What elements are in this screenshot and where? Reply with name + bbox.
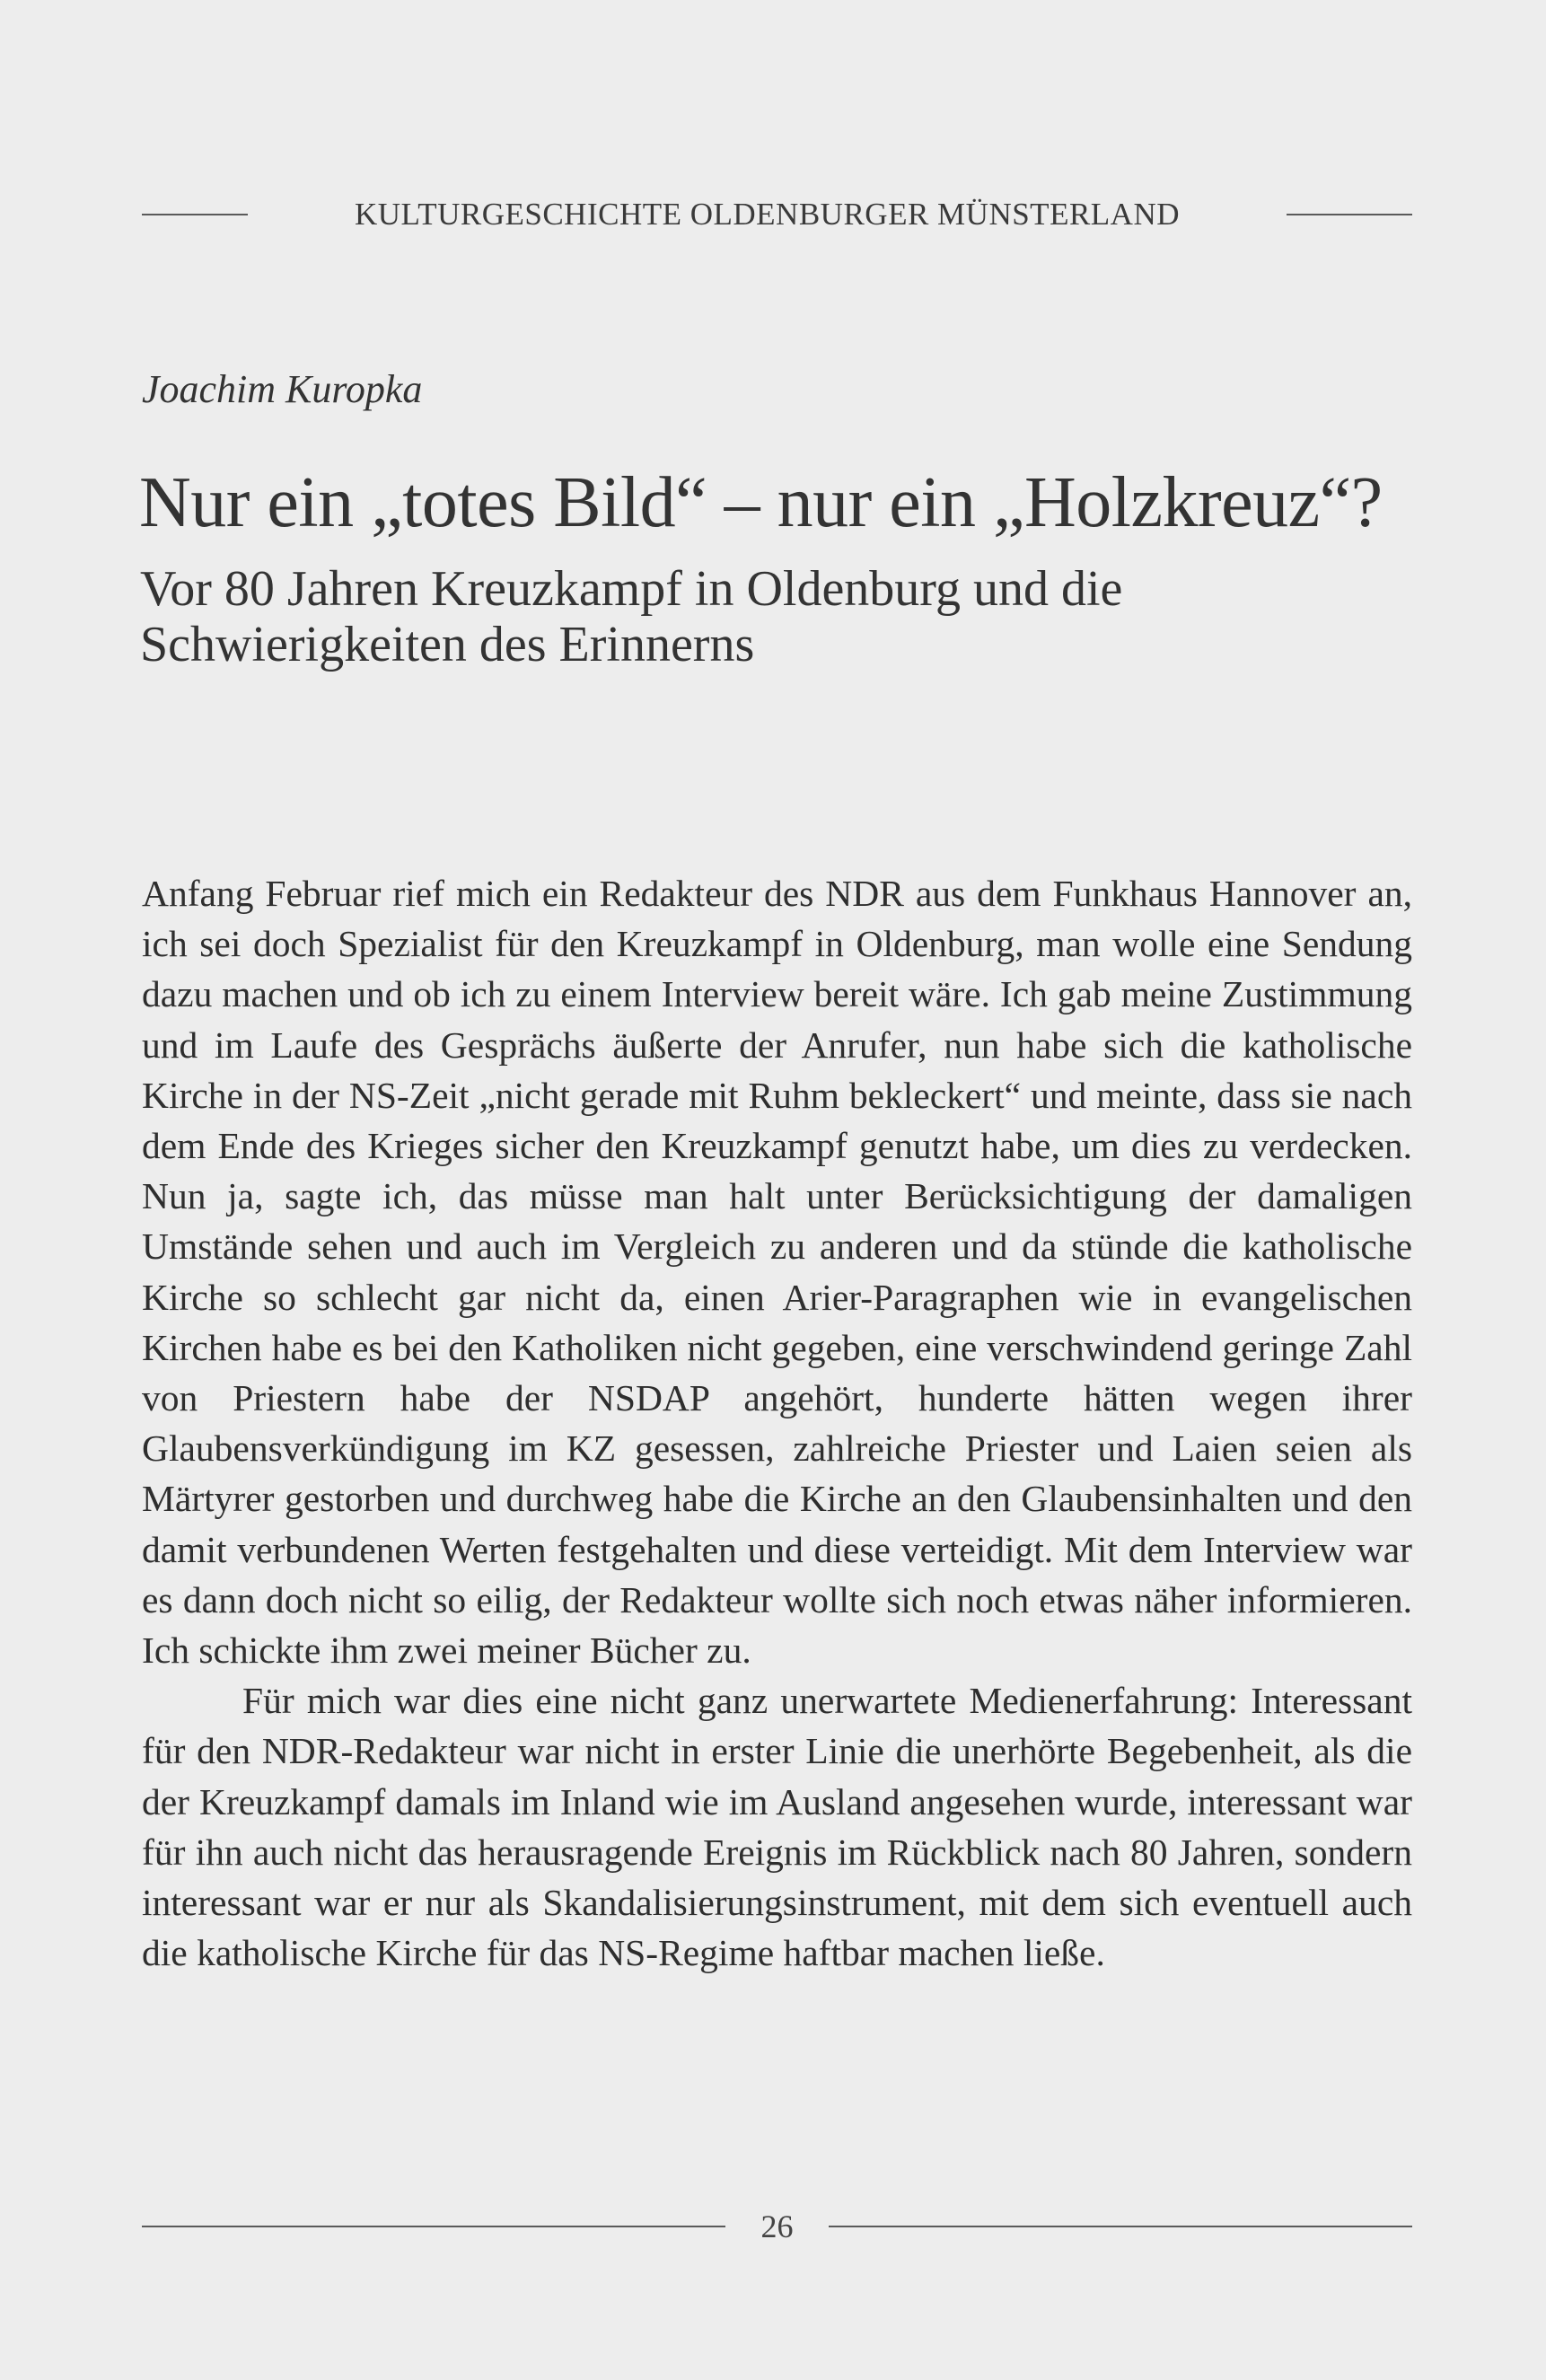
article-author: Joachim Kuropka bbox=[142, 367, 423, 411]
article-title: Nur ein „totes Bild“ – nur ein „Holzkreuz“? bbox=[139, 463, 1383, 542]
article-subtitle: Vor 80 Jahren Kreuzkampf in Oldenburg und die Schwierigkeiten des Erinnerns bbox=[140, 561, 1123, 672]
body-paragraph: Anfang Februar rief mich ein Redakteur des NDR aus dem Funkhaus Hannover an, ich sei doch Spezialist für den Kreuzkampf in Oldenburg, man wolle eine Sendung dazu machen und ob ich zu einem Interview bereit wäre. Ich gab meine Zustimmung und im Laufe des Gesprächs äußerte der Anrufer, nun habe sich die katholische Kirche in der NS-Zeit „nicht gerade mit Ruhm bekleckert“ und meinte, dass sie nach dem Ende des Krieges sicher den Kreuzkampf genutzt habe, um dies zu verdecken. Nun ja, sagte ich, das müsse man halt unter Berücksichtigung der damaligen Umstände sehen und auch im Vergleich zu anderen und da stünde die katholische Kirche so schlecht gar nicht da, einen Arier-Paragraphen wie in evangelischen Kirchen habe es bei den Katholiken nicht gegeben, eine verschwindend geringe Zahl von Priestern habe der NSDAP angehört, hunderte hätten wegen ihrer Glaubensverkündigung im KZ gesessen, zahlreiche Priester und Laien seien als Märtyrer gestorben und durchweg habe die Kirche an den Glaubensinhalten und den damit verbundenen Werten festgehalten und diese verteidigt. Mit dem Interview war es dann doch nicht so eilig, der Redakteur wollte sich noch etwas näher informieren. Ich schickte ihm zwei meiner Bücher zu. bbox=[142, 873, 1412, 1672]
page-number: 26 bbox=[760, 2209, 794, 2244]
footer-rule-left bbox=[142, 2226, 725, 2227]
article-body bbox=[142, 868, 1412, 1978]
running-header bbox=[142, 193, 1412, 236]
header-rule-left bbox=[142, 214, 248, 215]
running-title: KULTURGESCHICHTE OLDENBURGER MÜNSTERLAND bbox=[355, 197, 1180, 232]
header-rule-right bbox=[1287, 214, 1412, 215]
footer-rule-right bbox=[829, 2226, 1412, 2227]
page-footer bbox=[142, 2205, 1412, 2248]
body-paragraph: Für mich war dies eine nicht ganz unerwartete Medienerfahrung: Interessant für den NDR-Redakteur war nicht in erster Linie die unerhörte Begebenheit, als die der Kreuzkampf damals im Inland wie im Ausland angesehen wurde, interessant war für ihn auch nicht das herausragende Ereignis im Rückblick nach 80 Jahren, sondern interessant war er nur als Skandalisierungsinstrument, mit dem sich eventuell auch die katholische Kirche für das NS-Regime haftbar machen ließe. bbox=[142, 1680, 1412, 1974]
